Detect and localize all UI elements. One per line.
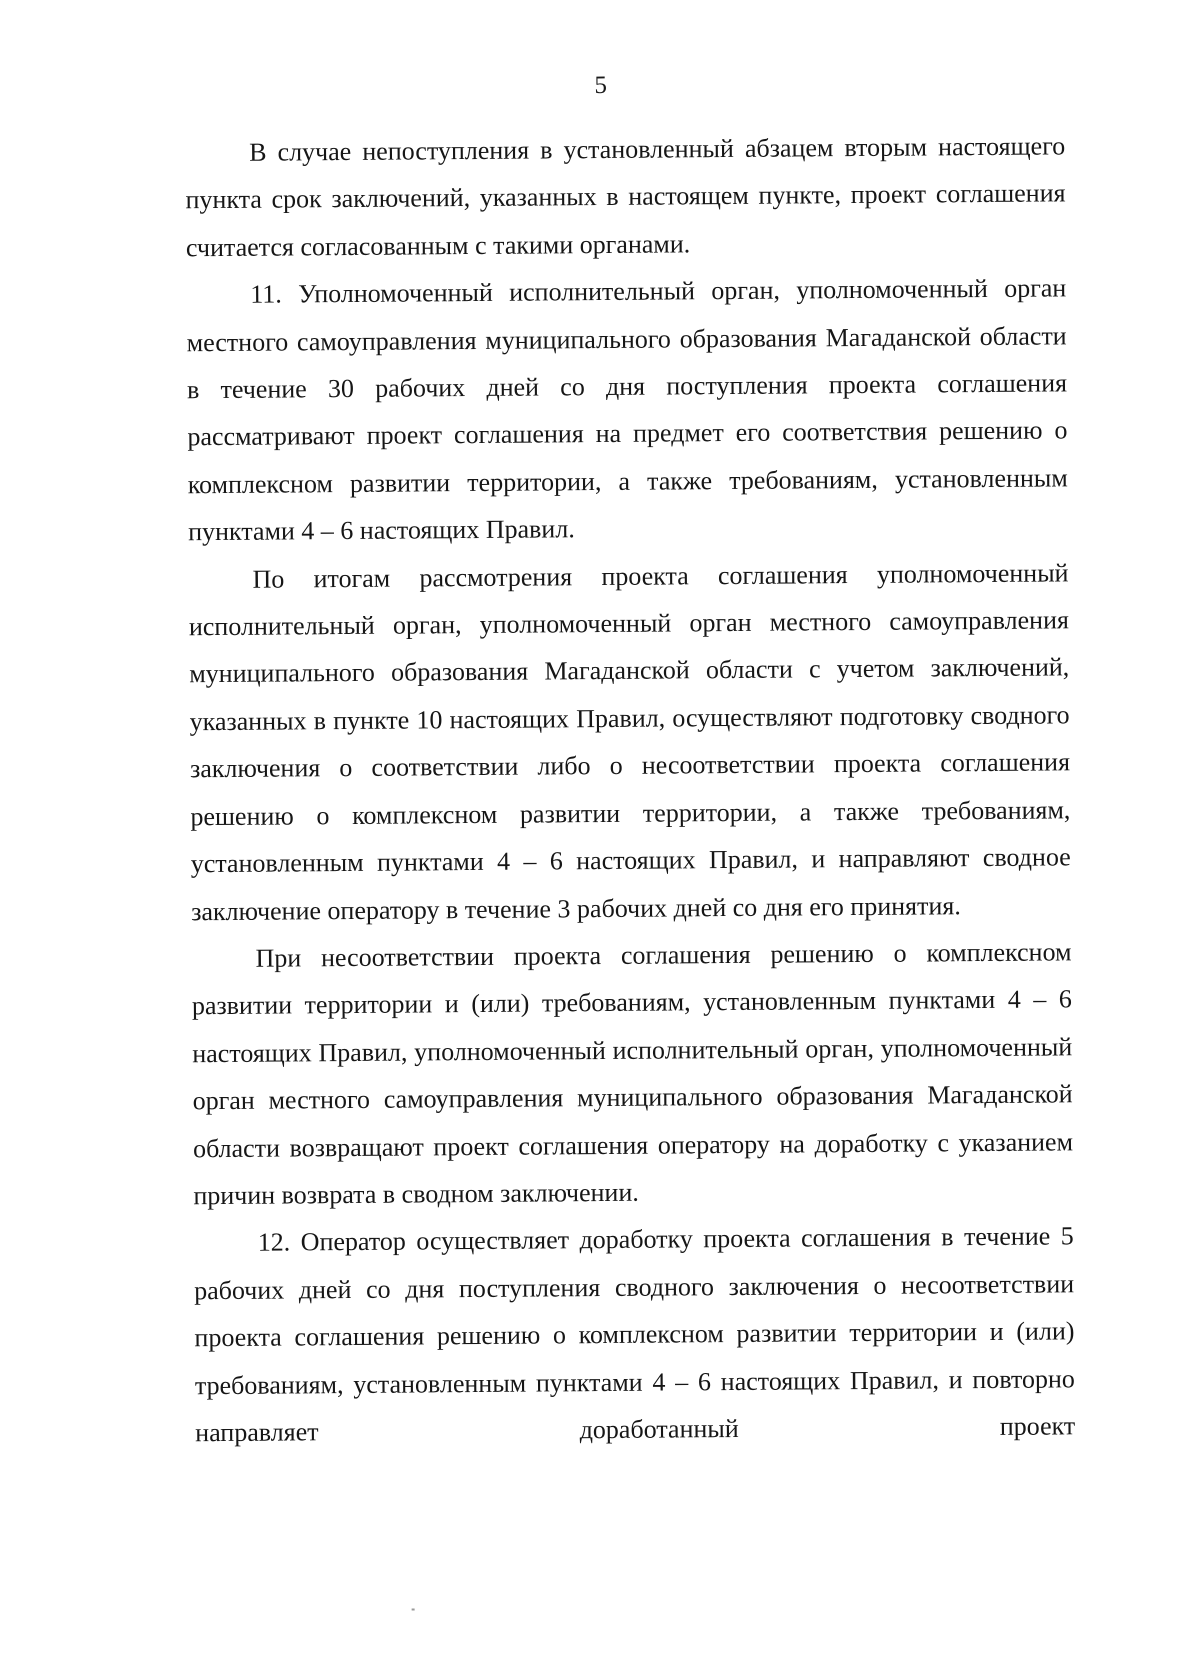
paragraph-3: По итогам рассмотрения проекта соглашения уполномоченный исполнительный орган, уполномоченный орган местного самоуправления муниципального образования Магаданской области с учетом заключений, указанных в пункте 10 настоящих Правил, осуществляют подготовку сводного заключения о соответствии либо о несоответствии проекта соглашения решению о комплексном развитии территории, а также требованиям, установленным пунктами 4 – 6 настоящих Правил, и направляют сводное заключение оператору в течение 3 рабочих дней со дня его принятия. bbox=[188, 557, 1071, 926]
paragraph-1: В случае непоступления в установленный абзацем вторым настоящего пункта срок заключений, указанных в настоящем пункте, проект соглашения считается согласованным с такими органами. bbox=[185, 131, 1066, 263]
scan-speck bbox=[412, 1609, 415, 1611]
page-number: 5 bbox=[594, 71, 608, 100]
document-body bbox=[185, 122, 1075, 1456]
paragraph-2: 11. Уполномоченный исполнительный орган, уполномоченный орган местного самоуправления муниципального образования Магаданской области в течение 30 рабочих дней со дня поступления проекта соглашения рассматривают проект соглашения на предмет его соответствия решению о комплексном развитии территории, а также требованиям, установленным пунктами 4 – 6 настоящих Правил. bbox=[186, 273, 1068, 547]
paragraph-4: При несоответствии проекта соглашения решению о комплексном развитии территории и (или) требованиям, установленным пунктами 4 – 6 настоящих Правил, уполномоченный исполнительный орган, уполномоченный орган местного самоуправления муниципального образования Магаданской области возвращают проект соглашения оператору на доработку с указанием причин возврата в сводном заключении. bbox=[191, 937, 1074, 1211]
paragraph-5: 12. Оператор осуществляет доработку проекта соглашения в течение 5 рабочих дней со дня поступления сводного заключения о несоответствии проекта соглашения решению о комплексном развитии территории и (или) требованиям, установленным пунктами 4 – 6 настоящих Правил, и повторно направляет доработанный проект bbox=[194, 1221, 1076, 1448]
